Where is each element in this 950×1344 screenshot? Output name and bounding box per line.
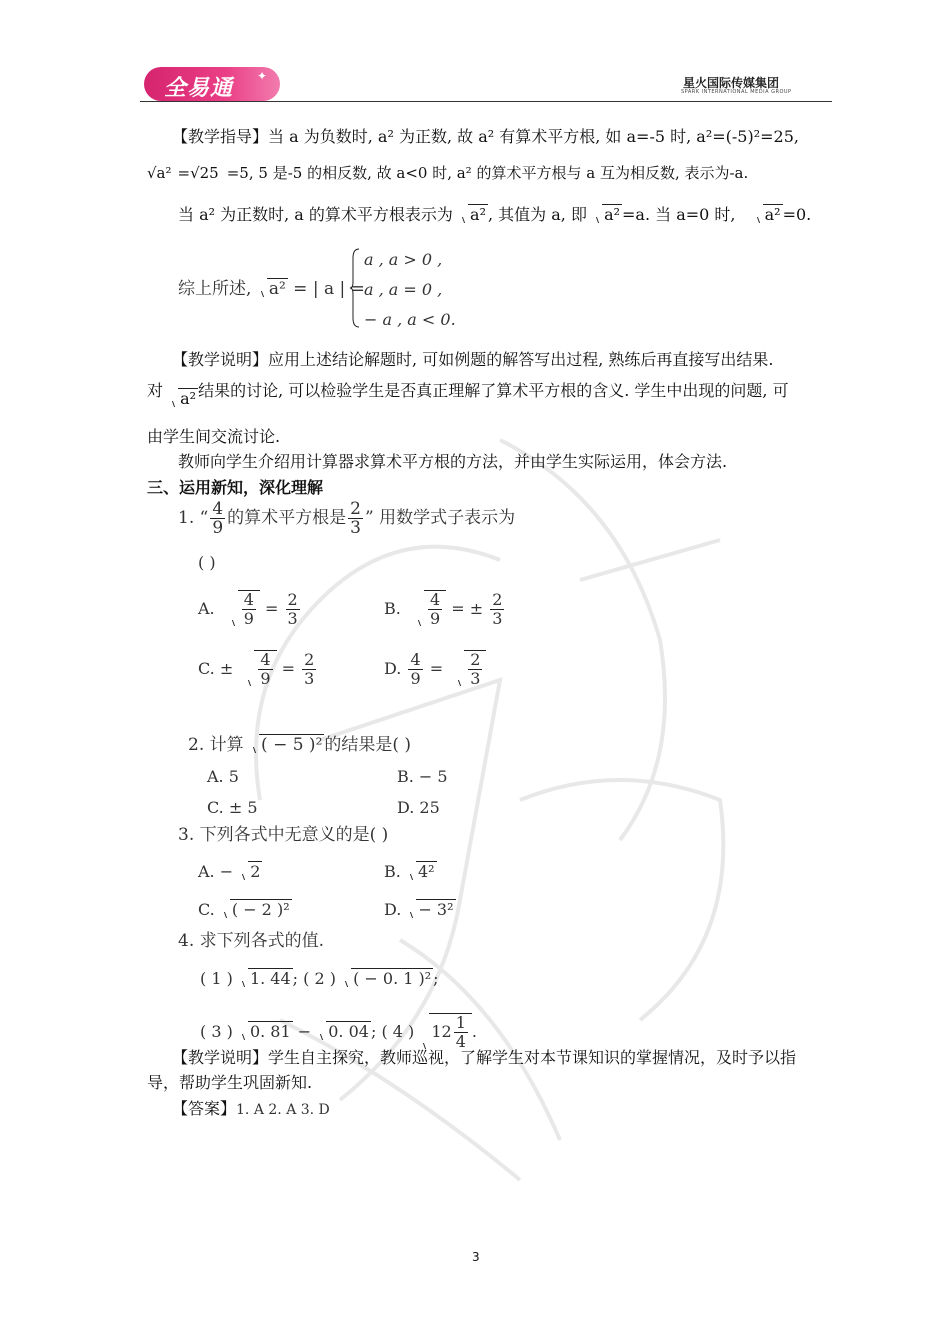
- plus-minus: ±: [219, 659, 234, 678]
- header-divider: [140, 101, 832, 102]
- denominator: 9: [260, 669, 271, 688]
- sqrt-a2-3: [753, 204, 783, 225]
- fraction-2-3: [490, 591, 504, 628]
- sqrt-neg5-squared: [249, 734, 324, 755]
- option-a: [198, 590, 302, 628]
- sqrt-4-squared: [406, 861, 437, 882]
- sqrt-neg3-squared: [406, 899, 455, 920]
- case-positive: a , a > 0 ,: [364, 250, 443, 269]
- denominator: 9: [429, 609, 441, 628]
- definition-text-1: 当 a² 为正数时, a 的算术平方根表示为: [178, 205, 453, 224]
- option-label: A. −: [198, 862, 234, 881]
- publisher-name-en: SPARK INTERNATIONAL MEDIA GROUP: [681, 89, 792, 95]
- sqrt-25-inline: =√25: [177, 164, 219, 182]
- numerator: 4: [212, 499, 224, 519]
- q1-mid: 的算术平方根是: [227, 508, 347, 528]
- denominator: 3: [304, 669, 315, 688]
- fraction-2-3: [348, 500, 363, 537]
- period: .: [471, 1022, 478, 1041]
- minus: −: [297, 1022, 312, 1041]
- guide-text: 当 a 为负数时, a² 为正数, 故 a² 有算术平方根, 如 a=-5 时, a²=(-5)²=25,: [268, 127, 799, 146]
- sqrt-neg2-squared: [220, 899, 292, 920]
- plus-minus: ±: [469, 599, 484, 618]
- q4-part-1-2: [200, 968, 439, 989]
- explanation-line2: [147, 380, 789, 408]
- sqrt-4-9: [228, 590, 260, 628]
- option-d: [384, 650, 486, 688]
- fraction-2-3: [302, 651, 316, 688]
- option-c: [198, 650, 318, 688]
- piecewise-brace: [350, 248, 360, 328]
- guide-text-2: =5, 5 是-5 的相反数, 故 a<0 时, a² 的算术平方根与 a 互为相反数, 表示为-a.: [226, 164, 749, 182]
- radicand: ( − 0. 1 )²: [353, 969, 432, 988]
- separator: ; ( 4 ): [370, 1022, 415, 1041]
- numerator: 2: [287, 590, 298, 609]
- part-label: ( 3 ): [200, 1022, 233, 1041]
- radicand: 0. 81: [249, 1022, 291, 1041]
- answer-text: 1. A 2. A 3. D: [236, 1102, 330, 1118]
- summary-lead: [178, 278, 365, 299]
- sqrt-2: [238, 861, 262, 882]
- sqrt-a2-2: [592, 204, 622, 225]
- denominator: 9: [212, 518, 224, 538]
- summary-lead-text: 综上所述,: [178, 279, 252, 299]
- q3-option-c: [198, 899, 292, 920]
- separator: ; ( 2 ): [292, 969, 336, 988]
- calculator-paragraph: 教师向学生介绍用计算器求算术平方根的方法，并由学生实际运用，体会方法.: [178, 452, 728, 471]
- denominator: 9: [410, 669, 421, 688]
- whole-part: 12: [431, 1022, 452, 1041]
- numerator: 4: [429, 590, 441, 609]
- option-label: D.: [384, 659, 402, 678]
- teaching-note-line1: [172, 1048, 796, 1068]
- question-4-stem: 4. 求下列各式的值.: [178, 931, 325, 951]
- numerator: 4: [243, 590, 254, 609]
- separator: ;: [433, 969, 439, 988]
- option-label: C.: [198, 659, 215, 678]
- page-number: 3: [472, 1250, 480, 1264]
- fraction-4-9: [210, 500, 225, 537]
- answer-label: 【答案】: [172, 1099, 237, 1118]
- sqrt-4-9: [244, 650, 276, 688]
- definition-line: [178, 204, 811, 225]
- option-label: A.: [198, 599, 215, 618]
- sqrt-1-44: [238, 968, 293, 989]
- explanation-label: 【教学说明】: [172, 350, 269, 369]
- radicand: 0. 04: [328, 1022, 369, 1041]
- q2-stem-b: 的结果是( ): [324, 735, 412, 755]
- numerator: 2: [470, 650, 481, 669]
- definition-text-4: =0.: [782, 205, 812, 224]
- denominator: 3: [492, 609, 503, 628]
- sqrt-neg0-1-squared: [341, 968, 433, 989]
- teaching-note-line2: 导，帮助学生巩固新知.: [147, 1073, 313, 1092]
- radicand: a²: [470, 205, 486, 224]
- denominator: 3: [287, 609, 298, 628]
- radicand: 1. 44: [249, 969, 291, 988]
- option-label: B.: [384, 862, 401, 881]
- q1-post: ” 用数学式子表示为: [364, 508, 516, 528]
- sqrt-a2-inline: √a²: [147, 164, 172, 182]
- answer-line: [172, 1099, 330, 1120]
- explanation-text-2a: 对: [147, 381, 164, 400]
- numerator: 4: [260, 650, 271, 669]
- guide-label: 【教学指导】: [172, 127, 269, 146]
- q2-option-d: D. 25: [397, 798, 440, 817]
- fraction-2-3: [286, 591, 300, 628]
- explanation-line3: 由学生间交流讨论.: [147, 427, 281, 446]
- part-label: ( 1 ): [200, 969, 233, 988]
- sqrt-a2-summary: [257, 278, 288, 299]
- equals: =: [265, 599, 279, 618]
- radicand: ( − 2 )²: [231, 900, 290, 919]
- numerator: 1: [455, 1013, 466, 1032]
- q2-option-c: C. ± 5: [207, 798, 258, 817]
- guide-paragraph-line1: [172, 127, 799, 147]
- equals: =: [281, 659, 296, 678]
- q3-option-d: [384, 899, 456, 920]
- definition-text-2: , 其值为 a, 即: [487, 205, 587, 224]
- numerator: 2: [304, 650, 315, 669]
- explanation-text-2b: 结果的讨论, 可以检验学生是否真正理解了算术平方根的含义. 学生中出现的问题, 可: [198, 381, 789, 400]
- sqrt-0-81: [238, 1021, 293, 1042]
- radicand: a²: [764, 205, 781, 224]
- denominator: 9: [243, 609, 254, 628]
- radicand: a²: [180, 389, 197, 408]
- denominator: 4: [455, 1032, 466, 1051]
- denominator: 3: [470, 669, 481, 688]
- option-b: [384, 590, 506, 628]
- sqrt-a2-discussion: [168, 388, 198, 409]
- question-1-stem: [178, 500, 515, 537]
- q2-option-b: B. − 5: [397, 767, 448, 786]
- option-label: C.: [198, 900, 215, 919]
- equals: =: [429, 659, 444, 678]
- case-zero: a , a = 0 ,: [364, 280, 443, 299]
- radicand: a²: [604, 205, 621, 224]
- explanation-text: 应用上述结论解题时, 可如例题的解答写出过程, 熟练后再直接写出结果.: [268, 350, 774, 369]
- brand-logo-text: 全易通: [164, 76, 234, 101]
- fraction-4-9: [408, 651, 422, 688]
- denominator: 3: [350, 518, 361, 538]
- sqrt-0-04: [316, 1021, 371, 1042]
- numerator: 2: [350, 499, 361, 519]
- option-label: B.: [384, 599, 401, 618]
- option-label: D.: [384, 900, 402, 919]
- sqrt-2-3: [454, 650, 486, 688]
- numerator: 4: [410, 650, 421, 669]
- q3-option-b: [384, 861, 437, 882]
- sqrt-4-9: [414, 590, 446, 628]
- publisher-name: 星火国际传媒集团: [683, 76, 780, 90]
- radicand: − 3²: [418, 900, 454, 919]
- explanation-line1: [172, 350, 773, 370]
- sqrt-a2-1: [458, 204, 488, 225]
- numerator: 2: [492, 590, 503, 609]
- equals: =: [451, 599, 465, 618]
- radicand: ( − 5 )²: [261, 735, 323, 755]
- q2-option-a: A. 5: [207, 767, 239, 786]
- sparkle-icon: ✦: [257, 69, 268, 83]
- case-negative: − a , a < 0.: [364, 310, 456, 329]
- question-2-stem: [188, 734, 411, 755]
- radicand: a²: [268, 279, 286, 299]
- q2-stem-a: 2. 计算: [188, 735, 244, 755]
- q1-pre: 1. “: [178, 508, 209, 528]
- q3-option-a: [198, 861, 262, 882]
- abs-value-eq: = | a | =: [293, 279, 365, 299]
- answer-blank: ( ): [198, 553, 216, 572]
- radicand: 4²: [417, 862, 435, 881]
- sqrt-12-1-4: [419, 1013, 472, 1051]
- section-heading: 三、运用新知，深化理解: [147, 478, 324, 497]
- radicand: 2: [250, 862, 261, 881]
- definition-text-3: =a. 当 a=0 时,: [622, 205, 736, 224]
- teaching-note-text: 学生自主探究，教师巡视，了解学生对本节课知识的掌握情况，及时予以指: [268, 1048, 797, 1067]
- q4-part-3-4: [200, 1013, 477, 1051]
- guide-paragraph-line2: [147, 163, 748, 183]
- teaching-note-label: 【教学说明】: [172, 1048, 269, 1067]
- question-3-stem: 3. 下列各式中无意义的是( ): [178, 825, 389, 845]
